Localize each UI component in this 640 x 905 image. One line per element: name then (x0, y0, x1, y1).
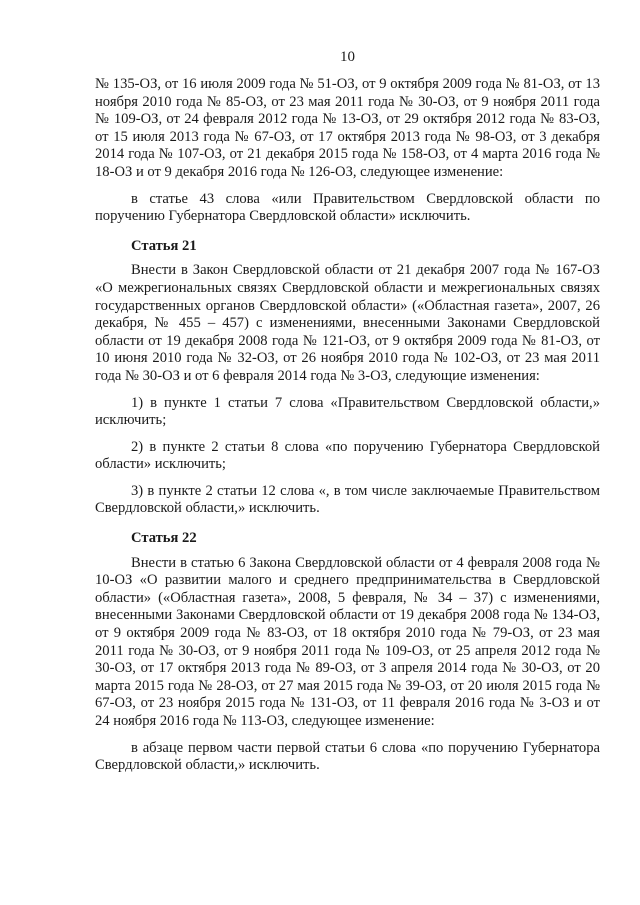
article-21-item-2: 2) в пункте 2 статьи 8 слова «по поручению Губернатора Свердловской области» исключить; (95, 438, 600, 473)
intro-continuation: № 135-ОЗ, от 16 июля 2009 года № 51-ОЗ, от 9 октября 2009 года № 81-ОЗ, от 13 ноября 2010 года № 85-ОЗ, от 23 мая 2011 года № 30-ОЗ, от 9 ноября 2011 года № 109-ОЗ, от 24 февраля 2012 года № 13-ОЗ, от 29 октября 2012 года № 83-ОЗ, от 15 июля 2013 года № 67-ОЗ, от 17 октября 2013 года № 98-ОЗ, от 3 декабря 2014 года № 107-ОЗ, от 21 декабря 2015 года № 158-ОЗ, от 4 марта 2016 года № 18-ОЗ и от 9 декабря 2016 года № 126-ОЗ, следующее изменение: (95, 76, 600, 180)
intro-change: в статье 43 слова «или Правительством Свердловской области по поручению Губернатора Свердловской области» исключить. (95, 190, 600, 225)
article-21-item-3: 3) в пункте 2 статьи 12 слова «, в том числе заключаемые Правительством Свердловской области,» исключить. (95, 482, 600, 517)
article-22-heading: Статья 22 (131, 530, 197, 547)
article-21-heading: Статья 21 (131, 237, 197, 254)
page-number: 10 (340, 49, 355, 65)
article-22-body: Внести в статью 6 Закона Свердловской области от 4 февраля 2008 года № 10-ОЗ «О развитии малого и среднего предпринимательства в Свердловской области» («Областная газета», 2008, 5 февраля, № 34 – 37) с изменениями, внесенными Законами Свердловской области от 19 декабря 2008 года № 134-ОЗ, от 9 октября 2009 года № 83-ОЗ, от 18 октября 2010 года № 79-ОЗ, от 23 мая 2011 года № 30-ОЗ, от 9 ноября 2011 года № 109-ОЗ, от 25 апреля 2012 года № 30-ОЗ, от 17 октября 2013 года № 89-ОЗ, от 3 апреля 2014 года № 30-ОЗ, от 20 марта 2015 года № 28-ОЗ, от 27 мая 2015 года № 39-ОЗ, от 20 июля 2015 года № 67-ОЗ, от 23 ноября 2015 года № 131-ОЗ, от 11 февраля 2016 года № 3-ОЗ и от 24 ноября 2016 года № 113-ОЗ, следующее изменение: (95, 554, 600, 729)
article-21-body: Внести в Закон Свердловской области от 21 декабря 2007 года № 167-ОЗ «О межрегиональных связях Свердловской области и межрегиональных связях государственных органов Свердловской области» («Областная газета», 2007, 26 декабря, № 455 – 457) с изменениями, внесенными Законами Свердловской области от 19 декабря 2008 года № 121-ОЗ, от 9 октября 2009 года № 81-ОЗ, от 10 июня 2010 года № 32-ОЗ, от 26 ноября 2010 года № 102-ОЗ, от 23 мая 2011 года № 30-ОЗ и от 6 февраля 2014 года № 3-ОЗ, следующие изменения: (95, 262, 600, 384)
article-21-item-1: 1) в пункте 1 статьи 7 слова «Правительством Свердловской области,» исключить; (95, 394, 600, 429)
article-22-change: в абзаце первом части первой статьи 6 слова «по поручению Губернатора Свердловской области,» исключить. (95, 739, 600, 774)
document-page (95, 48, 600, 775)
